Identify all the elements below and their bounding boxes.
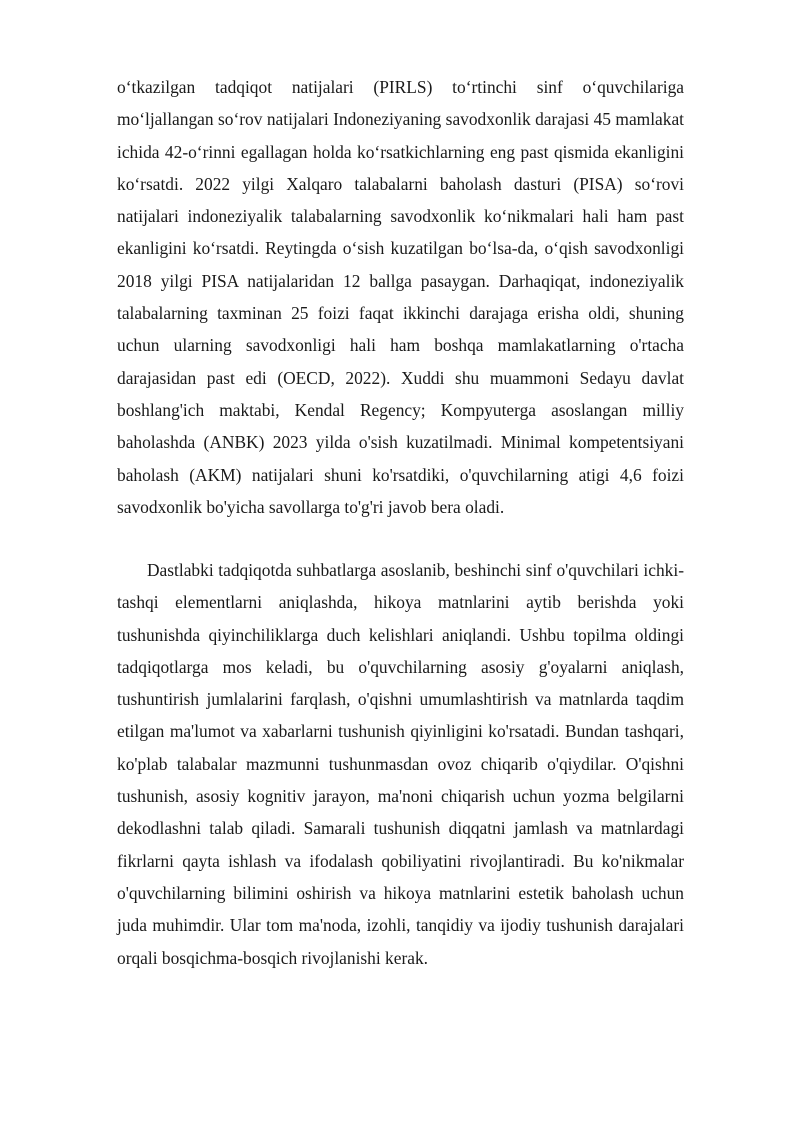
body-paragraph: o‘tkazilgan tadqiqot natijalari (PIRLS) to‘rtinchi sinf o‘quvchilariga mo‘ljallangan so‘rov natijalari Indoneziyaning savodxonlik darajasi 45 mamlakat ichida 42-o‘rinni egallagan holda ko‘rsatkichlarning eng past qismida ekanligini ko‘rsatdi. 2022 yilgi Xalqaro talabalarni baholash dasturi (PISA) so‘rovi natijalari indoneziyalik talabalarning savodxonlik ko‘nikmalari hali ham past ekanligini ko‘rsatdi. Reytingda o‘sish kuzatilgan bo‘lsa-da, o‘qish savodxonligi 2018 yilgi PISA natijalaridan 12 ballga pasaygan. Darhaqiqat, indoneziyalik talabalarning taxminan 25 foizi faqat ikkinchi darajaga erisha oldi, shuning uchun ularning savodxonligi hali ham boshqa mamlakatlarning o'rtacha darajasidan past edi (OECD, 2022). Xuddi shu muammoni Sedayu davlat boshlang'ich maktabi, Kendal Regency; Kompyuterga asoslangan milliy baholashda (ANBK) 2023 yilda o'sish kuzatilmadi. Minimal kompetentsiyani baholash (AKM) natijalari shuni ko'rsatdiki, o'quvchilarning atigi 4,6 foizi savodxonlik bo'yicha savollarga to'g'ri javob bera oladi. (117, 77, 684, 517)
body-paragraph: Dastlabki tadqiqotda suhbatlarga asoslanib, beshinchi sinf o'quvchilari ichki-tashqi elementlarni aniqlashda, hikoya matnlarini aytib berishda yoki tushunishda qiyinchiliklarga duch kelishlari aniqlandi. Ushbu topilma oldingi tadqiqotlarga mos keladi, bu o'quvchilarning asosiy g'oyalarni aniqlash, tushuntirish jumlalarini farqlash, o'qishni umumlashtirish va matnlarda taqdim etilgan ma'lumot va xabarlarni tushunish qiyinligini ko'rsatadi. Bundan tashqari, ko'plab talabalar mazmunni tushunmasdan ovoz chiqarib o'qiydilar. O'qishni tushunish, asosiy kognitiv jarayon, ma'noni chiqarish uchun yozma belgilarni dekodlashni talab qiladi. Samarali tushunish diqqatni jamlash va matnlardagi fikrlarni qayta ishlash va ifodalash qobiliyatini rivojlantiradi. Bu ko'nikmalar o'quvchilarning bilimini oshirish va hikoya matnlarini estetik baholash uchun juda muhimdir. Ular tom ma'noda, izohli, tanqidiy va ijodiy tushunish darajalari orqali bosqichma-bosqich rivojlanishi kerak. (117, 560, 684, 968)
